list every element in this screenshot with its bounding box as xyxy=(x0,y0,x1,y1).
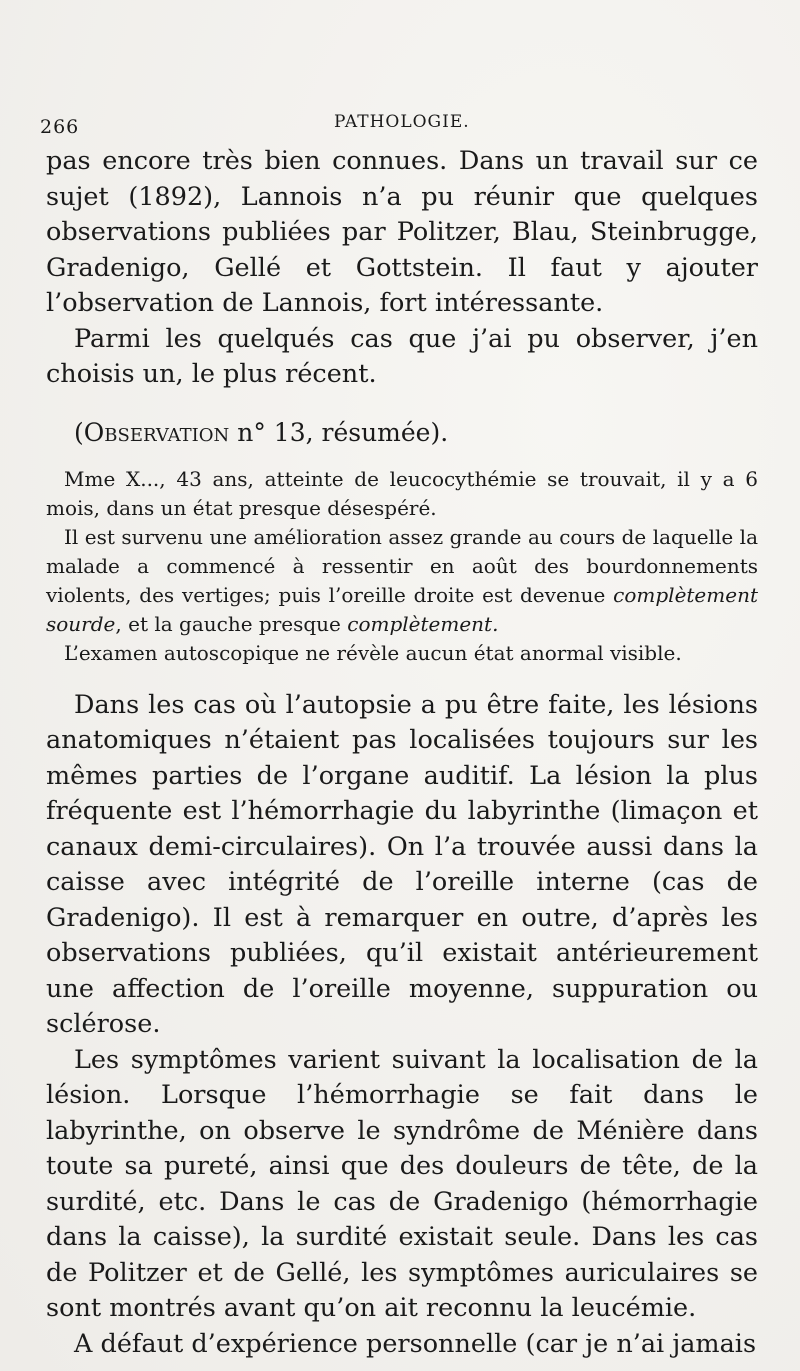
paragraph-symptomes: Les symptômes varient suivant la localisation de la lésion. Lorsque l’hémorrhagie se fait dans le labyrinthe, on observe le syndrôme de Ménière dans toute sa pureté, ainsi que des douleurs de tête, de la surdité, etc. Dans le cas de Gradenigo (hémorrhagie dans la caisse), la surdité existait seule. Dans les cas de Politzer et de Gellé, les symptômes auriculaires se sont montrés avant qu’on ait reconnu la leucémie. xyxy=(46,1044,758,1323)
page-number: 266 xyxy=(40,116,80,138)
observation-number: n° 13, résumée). xyxy=(229,417,449,447)
observation-open-paren: ( xyxy=(74,417,84,447)
main-text xyxy=(46,144,758,1362)
observation-p2-emphasis-2: complètement. xyxy=(347,611,499,636)
observation-text xyxy=(46,465,758,668)
observation-p2-part-a: Il est survenu une amélioration assez grande au cours de laquelle la malade a commencé à ressentir en août des bourdonnements violents, des vertiges; puis l’oreille droite est devenue xyxy=(46,524,758,607)
observation-paragraph-2 xyxy=(46,523,758,639)
paragraph-autopsie: Dans les cas où l’autopsie a pu être faite, les lésions anatomiques n’étaient pas localisées toujours sur les mêmes parties de l’organe auditif. La lésion la plus fréquente est l’hémorrhagie du labyrinthe (limaçon et canaux demi-circulaires). On l’a trouvée aussi dans la caisse avec intégrité de l’oreille interne (cas de Gradenigo). Il est à remarquer en outre, d’après les observations publiées, qu’il existait antérieurement une affection de l’oreille moyenne, suppuration ou sclérose. xyxy=(46,689,758,1039)
running-head xyxy=(40,104,758,144)
paragraph-choice: Parmi les quelqués cas que j’ai pu observer, j’en choisis un, le plus récent. xyxy=(46,323,758,389)
observation-paragraph-1: Mme X..., 43 ans, atteinte de leucocythémie se trouvait, il y a 6 mois, dans un état presque désespéré. xyxy=(46,466,758,520)
observation-label: Observation xyxy=(83,417,230,447)
running-title: PATHOLOGIE. xyxy=(334,112,470,132)
observation-p2-emphasis-1: complètement sourde xyxy=(46,582,758,636)
observation-p2-part-b: , et la gauche presque xyxy=(115,611,348,636)
observation-heading xyxy=(74,415,758,451)
paragraph-intro: pas encore très bien connues. Dans un travail sur ce sujet (1892), Lannois n’a pu réunir que quelques observations publiées par Politzer, Blau, Steinbrugge, Gradenigo, Gellé et Gottstein. Il faut y ajouter l’observation de Lannois, fort intéressante. xyxy=(46,146,758,318)
observation-paragraph-3: L’examen autoscopique ne révèle aucun état anormal visible. xyxy=(64,640,682,665)
paragraph-defaut: A défaut d’expérience personnelle (car je n’ai jamais xyxy=(74,1328,757,1359)
